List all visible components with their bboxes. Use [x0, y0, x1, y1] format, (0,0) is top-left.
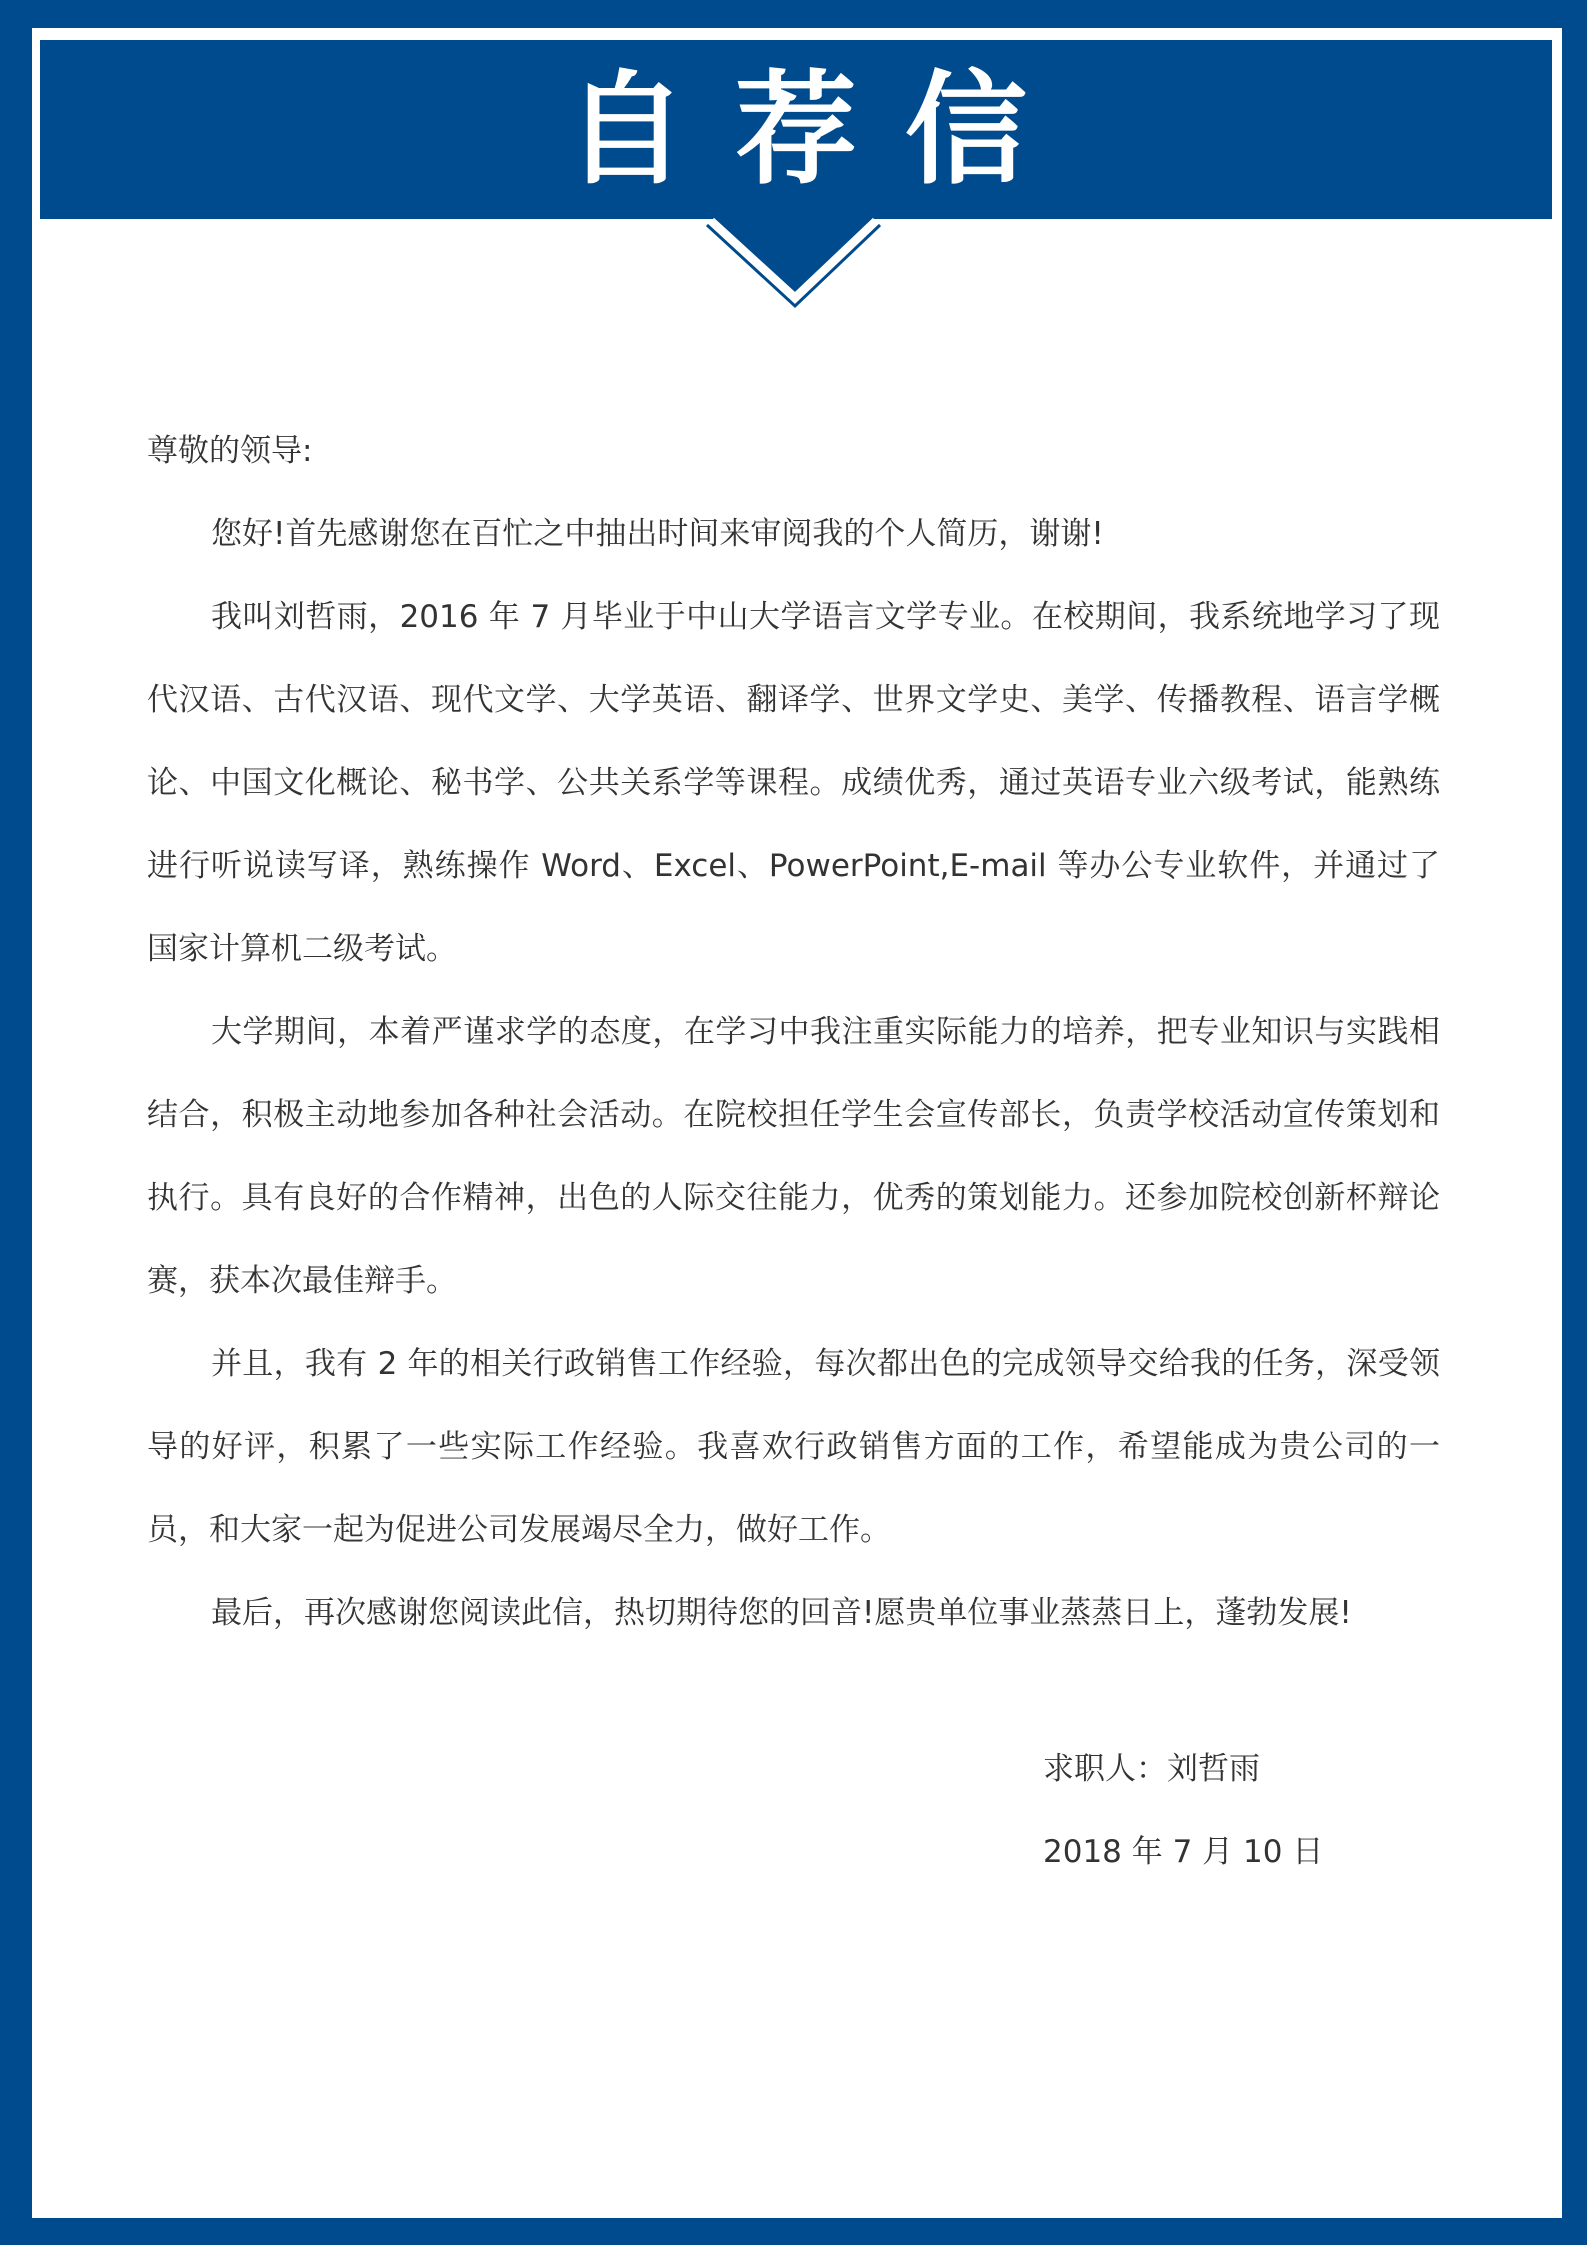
paragraph-education: 我叫刘哲雨，2016 年 7 月毕业于中山大学语言文学专业。在校期间，我系统地学习了现代汉语、古代汉语、现代文学、大学英语、翻译学、世界文学史、美学、传播教程、语言学概论、中国文化概论、秘书学、公共关系学等课程。成绩优秀，通过英语专业六级考试，能熟练进行听说读写译，熟练操作 Word、Excel、PowerPoint,E-mail 等办公专业软件，并通过了国家计算机二级考试。	[147, 599, 1440, 967]
paragraph-closing: 最后，再次感谢您阅读此信，热切期待您的回音!愿贵单位事业蒸蒸日上，蓬勃发展!	[211, 1595, 1352, 1631]
letter-date: 2018 年 7 月 10 日	[1043, 1834, 1324, 1870]
greeting: 尊敬的领导:	[147, 433, 313, 469]
page-title: 自荐信	[565, 58, 1075, 201]
signature-block	[1043, 1728, 1323, 1894]
paragraph-opening: 您好!首先感谢您在百忙之中抽出时间来审阅我的个人简历，谢谢!	[211, 516, 1104, 552]
applicant-name: 求职人：刘哲雨	[1043, 1751, 1260, 1787]
paragraph-experience: 并且，我有 2 年的相关行政销售工作经验，每次都出色的完成领导交给我的任务，深受领导的好评，积累了一些实际工作经验。我喜欢行政销售方面的工作，希望能成为贵公司的一员，和大家一起为促进公司发展竭尽全力，做好工作。	[147, 1346, 1440, 1548]
paragraph-activities: 大学期间，本着严谨求学的态度，在学习中我注重实际能力的培养，把专业知识与实践相结合，积极主动地参加各种社会活动。在院校担任学生会宣传部长，负责学校活动宣传策划和执行。具有良好的合作精神，出色的人际交往能力，优秀的策划能力。还参加院校创新杯辩论赛，获本次最佳辩手。	[147, 1014, 1440, 1299]
letter-body	[147, 410, 1440, 1655]
